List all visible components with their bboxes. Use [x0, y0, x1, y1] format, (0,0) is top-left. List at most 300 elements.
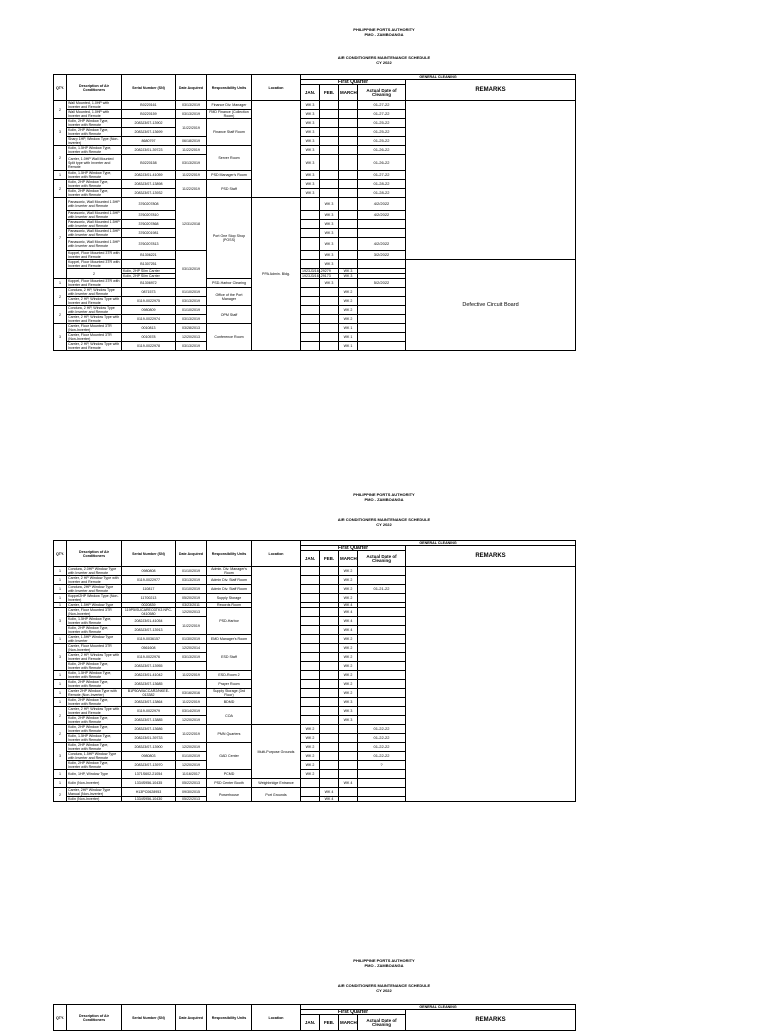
table-row: [54, 101, 576, 110]
cell-qty: 1: [54, 603, 67, 608]
cell-jan: [301, 297, 320, 306]
col-march: MARCH: [339, 1015, 358, 1031]
cell-feb: WK 3: [339, 269, 358, 274]
cell-actual-date: [358, 680, 406, 689]
cell-qty: 3: [54, 608, 67, 635]
pmo-name: PMO - ZAMBOANGA: [364, 32, 404, 37]
cell-date-acquired: 03/23/2011: [176, 603, 207, 608]
cell-jan: [301, 617, 320, 626]
cell-actual-date: 4/2/2022: [358, 198, 406, 211]
cell-jan: [301, 662, 320, 671]
schedule-title: AIR CONDITIONERS MAINTENANCE SCHEDULE: [337, 517, 431, 522]
cell-march: [339, 211, 358, 220]
cell-date-acquired: 12/20/2014: [176, 644, 207, 653]
cell-jan: WK 3: [301, 110, 320, 119]
cell-qty: 1: [54, 635, 67, 644]
cell-description: Carrier, Floor Mounted 3TR (Non-Inverter): [67, 324, 122, 333]
col-first-quarter: First Quarter: [301, 546, 406, 551]
cell-march: WK 2: [339, 680, 358, 689]
cell-march: [339, 229, 358, 238]
cell-actual-date: 5/2/2022: [358, 279, 406, 288]
cell-description: Kolin, 2HP Window Type, Inverter with Remote: [67, 119, 122, 128]
cell-feb: [320, 567, 339, 576]
cell-date-acquired: 06/18/2019: [176, 137, 207, 146]
col-date-acquired: Date Acquired: [176, 1005, 207, 1031]
cell-march: [339, 238, 358, 251]
cell-march: WK 2: [339, 306, 358, 315]
cell-jan: [301, 626, 320, 635]
cell-jan: [301, 324, 320, 333]
cell-actual-date: [358, 315, 406, 324]
cell-date-acquired: 12/20/2013: [176, 333, 207, 342]
cell-description: Carrier, 2 HP Window Type with Inverter and Remote: [67, 576, 122, 585]
cell-march: [339, 251, 358, 260]
cell-feb: [320, 146, 339, 155]
cell-description: Carrier, Floor Mounted 3TR (Non-Inverter): [67, 608, 122, 617]
cell-date-acquired: 03/13/2019: [176, 297, 207, 306]
col-march: MARCH: [339, 551, 358, 567]
org-name: PHILIPPINE PORTS AUTHORITY: [353, 958, 415, 963]
cell-actual-date: [358, 698, 406, 707]
cell-march: [339, 725, 358, 734]
cell-responsibility-unit: Conference Room: [207, 324, 252, 351]
cell-feb: WK 3: [320, 260, 339, 269]
cell-responsibility-unit: PMN Quarters: [207, 725, 252, 743]
cell-qty: 1: [54, 779, 67, 788]
cell-qty: 7: [54, 198, 67, 279]
cell-actual-date: [358, 635, 406, 644]
cell-march: [339, 788, 358, 797]
cell-date-acquired: [176, 662, 207, 671]
cell-date-acquired: 05/22/2013: [176, 797, 207, 802]
table-row: [54, 567, 576, 576]
cell-responsibility-unit: Finance Staff Room: [207, 119, 252, 146]
cell-serial-number: 2082J3/01-41042: [122, 671, 176, 680]
col-location: Location: [252, 541, 301, 567]
cell-actual-date: [358, 707, 406, 716]
col-responsibility-unit: Responsibility Units: [207, 1005, 252, 1031]
cell-actual-date: ?: [358, 761, 406, 770]
cell-description: Wall Mounted, 1.0HP with Inverter and Remote: [67, 110, 122, 119]
cell-description: Kolin, 2HP Window Type, Inverter with Remote: [67, 725, 122, 734]
cell-serial-number: 110817: [122, 585, 176, 594]
cell-location: Weighbridge Entrance: [252, 779, 301, 788]
cell-feb: [320, 671, 339, 680]
cell-serial-number: B0220158: [122, 155, 176, 171]
cell-march: [339, 101, 358, 110]
cell-description: Carrier, 2 HP, Window Type with Inverter and Remote: [67, 315, 122, 324]
cell-actual-date: 01-26-22: [358, 146, 406, 155]
cell-qty: 3: [54, 743, 67, 770]
cell-feb: [320, 155, 339, 171]
cell-jan: [301, 211, 320, 220]
cell-actual-date: 01-28-22: [358, 189, 406, 198]
cell-location: Port Grounds: [252, 788, 301, 802]
cell-description: Panasonic, Wall Mounted 1.5HP with Inverter and Remote: [68, 220, 120, 228]
cell-jan: [301, 689, 320, 698]
cell-date-acquired: 11/22/2019: [176, 617, 207, 635]
cell-responsibility-unit: Supply Storage (3rd Floor): [207, 689, 252, 698]
cell-responsibility-unit: EMD Manager's Room: [207, 635, 252, 644]
cell-feb: [320, 716, 339, 725]
cell-jan: [301, 644, 320, 653]
cell-jan: [301, 567, 320, 576]
cell-march: [339, 110, 358, 119]
cell-description: Kolin, 2HP Window Type, Inverter with Remote: [67, 743, 122, 752]
cell-date-acquired: 11/22/2019: [176, 146, 207, 155]
cell-serial-number: 0010813: [122, 324, 176, 333]
cell-responsibility-unit: Port One Stop Shop (POSS): [207, 198, 252, 279]
cell-qty: 1: [54, 770, 67, 779]
cell-remarks: [406, 567, 576, 802]
cell-actual-date: [358, 644, 406, 653]
cell-qty: 3: [54, 324, 67, 351]
cell-jan: [301, 594, 320, 603]
cell-description: Carrier, Floor Mounted 3TR (Non-Inverter): [67, 333, 122, 342]
cell-date-acquired: 11/22/2019: [176, 119, 207, 137]
cell-date-acquired: 11/16/2017: [176, 770, 207, 779]
cell-feb: [320, 576, 339, 585]
cell-jan: [301, 788, 320, 797]
cell-description: Kolin, 2HP Window Type, Inverter with Remote: [67, 626, 122, 635]
cell-jan: WK 3: [301, 128, 320, 137]
cell-march: [339, 752, 358, 761]
schedule-year: CY 2022: [376, 522, 392, 527]
cell-description: Kolin, 2HP Window Type, Inverter with Remote: [67, 189, 122, 198]
schedule-title: AIR CONDITIONERS MAINTENANCE SCHEDULE: [337, 55, 431, 60]
col-feb: FEB.: [320, 551, 339, 567]
col-remarks: REMARKS: [406, 546, 576, 567]
cell-remarks: [406, 101, 576, 260]
maintenance-table: [53, 540, 576, 802]
cell-description: Sharp 1HP, Window Type (Non-inverter): [67, 137, 122, 146]
cell-description: Condura, 2 HP, Window Type with Inverter and Remote: [67, 288, 122, 297]
col-qty: QTY.: [54, 541, 67, 567]
col-date-acquired: Date Acquired: [176, 541, 207, 567]
cell-feb: [320, 761, 339, 770]
cell-march: [339, 171, 358, 180]
cell-actual-date: [358, 671, 406, 680]
cell-march: [339, 734, 358, 743]
cell-feb: [320, 128, 339, 137]
cell-description: Wall Mounted, 1.0HP with Inverter and Remote: [67, 101, 122, 110]
cell-march: WK 2: [339, 653, 358, 662]
cell-serial-number: B1307251: [122, 260, 176, 269]
cell-qty: 2: [54, 707, 67, 725]
cell-serial-number: B0220161: [122, 101, 176, 110]
cell-responsibility-unit: Server Room: [207, 146, 252, 171]
cell-march: WK 2: [339, 567, 358, 576]
cell-actual-date: 4/2/2022: [358, 211, 406, 220]
cell-feb: [320, 680, 339, 689]
cell-actual-date: 01-25-22: [358, 137, 406, 146]
cell-description: Kolin, 1.5HP Window Type, Inverter with Remote: [67, 617, 122, 626]
cell-date-acquired: 01/10/2019: [176, 306, 207, 315]
cell-actual-date: 01-26-22: [358, 155, 406, 171]
cell-jan: WK 3: [301, 189, 320, 198]
cell-description: Carrier, 1.0HP Wall Mounted Split type with Inverter and Remote: [67, 155, 122, 171]
cell-actual-date: [358, 324, 406, 333]
cell-march: [339, 146, 358, 155]
cell-date-acquired: 11/22/2019: [176, 180, 207, 198]
cell-march: WK 4: [339, 626, 358, 635]
cell-actual-date: 01-22-22: [358, 743, 406, 752]
cell-feb: WK 3: [320, 220, 339, 229]
cell-feb: WK 3: [320, 238, 339, 251]
cell-march: [339, 155, 358, 171]
col-date-acquired: Date Acquired: [176, 75, 207, 101]
cell-actual-date: [358, 788, 406, 797]
cell-actual-date: [358, 779, 406, 788]
col-feb: FEB.: [320, 1015, 339, 1031]
col-general-cleaning: GENERAL CLEANING: [301, 1005, 576, 1010]
cell-feb: [320, 585, 339, 594]
cell-march: [339, 279, 358, 288]
cell-jan: [301, 716, 320, 725]
cell-actual-date: 01-22-22: [358, 725, 406, 734]
cell-feb: [320, 725, 339, 734]
cell-description: Kolin, 1.5HP Window Type, Inverter with Remote: [67, 171, 122, 180]
cell-qty: 2: [67, 269, 122, 279]
cell-description: Kolin, 1HP, Window Type: [67, 770, 122, 779]
cell-serial-number: 2083J3/07-13699: [122, 128, 176, 137]
cell-description: Kolin, 2HP Slim Carrier: [122, 274, 176, 279]
cell-serial-number: 0119-0022979: [122, 707, 176, 716]
cell-date-acquired: 12/20/2019: [176, 743, 207, 752]
cell-qty: 2: [54, 180, 67, 198]
cell-actual-date: [358, 567, 406, 576]
cell-jan: [301, 306, 320, 315]
cell-date-acquired: 03/13/2019: [176, 251, 207, 288]
cell-description: Panasonic, Wall Mounted 1.5HP with Inverter and Remote: [67, 198, 122, 211]
cell-description: Koppel2HP Window Type (Non-Inverter): [67, 594, 122, 603]
cell-description: Kolin, 2HP Slim Carrier: [122, 269, 176, 274]
cell-jan: [301, 279, 320, 288]
cell-responsibility-unit: PSD-Harbor: [207, 608, 252, 635]
cell-description: Kolin, 2HP Window Type, Inverter with Remote: [67, 698, 122, 707]
cell-responsibility-unit: COA: [207, 707, 252, 725]
cell-serial-number: B1306221: [122, 251, 176, 260]
cell-jan: [301, 315, 320, 324]
cell-serial-number: 3760207813: [122, 238, 176, 251]
cell-feb: WK 3: [320, 279, 339, 288]
table-row: [54, 260, 576, 269]
cell-qty: 2: [54, 288, 67, 306]
cell-date-acquired: 11/22/2019: [176, 698, 207, 707]
cell-serial-number: 2083J3/07-13685: [122, 680, 176, 689]
cell-actual-date: 3/2/2022: [358, 251, 406, 260]
cell-description: Kolin, 1.5HP Window Type, Inverter with Remote: [67, 671, 122, 680]
cell-actual-date: 01-25-22: [358, 128, 406, 137]
cell-location: [252, 567, 301, 725]
cell-serial-number: 3760207810: [122, 211, 176, 220]
cell-march: [339, 260, 358, 269]
cell-march: WK 2: [339, 671, 358, 680]
cell-march: WK 4: [339, 779, 358, 788]
cell-date-acquired: 03/13/2019: [176, 110, 207, 119]
cell-date-acquired: 03/13/2019: [176, 101, 207, 110]
cell-date-acquired: 03/16/2016: [176, 689, 207, 698]
cell-date-acquired: 03/13/2019: [176, 315, 207, 324]
cell-actual-date: 01-22-22: [358, 752, 406, 761]
cell-description: Kolin (Non-Inverter): [67, 779, 122, 788]
col-feb: FEB.: [320, 85, 339, 101]
cell-jan: [301, 260, 320, 269]
cell-jan: [301, 585, 320, 594]
cell-actual-date: [358, 260, 406, 269]
cell-description: Koppel, Floor Mounted 3TR with Inverter and Remote: [68, 260, 120, 268]
col-responsibility-unit: Responsibility Units: [207, 75, 252, 101]
cell-location: Multi-Purpose Grounds: [252, 725, 301, 779]
cell-qty: 2: [54, 146, 67, 171]
cell-feb: [320, 189, 339, 198]
cell-jan: WK 3: [301, 119, 320, 128]
cell-feb: [320, 770, 339, 779]
cell-responsibility-unit: Finance Div. Manager: [207, 101, 252, 110]
cell-jan: [301, 576, 320, 585]
cell-march: [339, 189, 358, 198]
cell-serial-number: 2083J3/07-13970: [122, 761, 176, 770]
cell-serial-number: 2082J3/01-39723: [122, 146, 176, 155]
cell-serial-number: 2082J3/01-41054: [122, 617, 176, 626]
cell-date-acquired: 03/13/2019: [176, 653, 207, 662]
cell-actual-date: 01-27-22: [358, 171, 406, 180]
cell-responsibility-unit: Admin Div. Staff Room: [207, 576, 252, 585]
cell-description: Kolin, 2HP Window Type, Inverter with Remote: [67, 716, 122, 725]
cell-description: Condura, 2.0HP Window Type with Inverter and Remote: [67, 567, 122, 576]
cell-march: WK 4: [339, 608, 358, 617]
cell-feb: [320, 608, 339, 617]
col-actual-date: Actual Date of Cleaning: [358, 551, 406, 567]
cell-jan: WK 2: [301, 743, 320, 752]
cell-feb: [320, 689, 339, 698]
cell-feb: [320, 617, 339, 626]
cell-feb: WK 4: [320, 788, 339, 797]
schedule-year: CY 2022: [376, 988, 392, 993]
col-remarks: REMARKS: [406, 80, 576, 101]
col-jan: JAN.: [301, 85, 320, 101]
cell-feb: [320, 752, 339, 761]
cell-serial-number: H13PC0628953: [122, 788, 176, 797]
cell-serial-number: 0010578: [122, 333, 176, 342]
cell-serial-number: 0119-0022974: [122, 315, 176, 324]
cell-description: Panasonic, Wall Mounted 1.5HP with Inverter and Remote: [68, 229, 120, 237]
cell-march: WK 4: [339, 603, 358, 608]
cell-qty: 3: [54, 119, 67, 146]
cell-serial-number: B1306972: [122, 279, 176, 288]
cell-qty: 1: [54, 279, 67, 288]
cell-serial-number: 1334S956-10435: [122, 779, 176, 788]
col-first-quarter: First Quarter: [301, 80, 406, 85]
cell-description: Kolin, 2HP Window Type, Inverter with Remote: [67, 180, 122, 189]
cell-date-acquired: 12/20/2019: [176, 761, 207, 770]
cell-serial-number: 1923J3/16129279: [302, 269, 331, 273]
cell-description: Kolin, 2HP Window Type, Inverter with Remote: [67, 662, 122, 671]
cell-serial-number: 2082J3/01-41059: [122, 171, 176, 180]
cell-feb: [320, 333, 339, 342]
cell-march: WK 2: [339, 594, 358, 603]
cell-feb: [320, 698, 339, 707]
cell-actual-date: [358, 716, 406, 725]
cell-feb: [320, 110, 339, 119]
cell-serial-number: 3760207808: [122, 198, 176, 211]
col-description: Description of Air Conditioners: [67, 75, 122, 101]
col-responsibility-unit: Responsibility Units: [207, 541, 252, 567]
col-description: Description of Air Conditioners: [67, 541, 122, 567]
cell-march: [339, 128, 358, 137]
cell-feb: [320, 288, 339, 297]
cell-description: Panasonic, Wall Mounted 1.5HP with Inverter and Remote: [68, 211, 120, 219]
cell-description: Carrier, 1.5HP Window Type with Inverter: [67, 635, 122, 644]
cell-feb: [320, 180, 339, 189]
cell-qty: 2: [54, 306, 67, 324]
cell-description: Carrier, Floor Mounted 3TR (Non-Inverter): [67, 644, 122, 653]
cell-march: WK 2: [339, 288, 358, 297]
cell-qty: 1: [54, 576, 67, 585]
cell-description: Panasonic, Wall Mounted 1.5HP with Inverter and Remote: [67, 238, 122, 251]
cell-feb: [320, 594, 339, 603]
cell-march: WK 3: [339, 707, 358, 716]
cell-qty: 1: [54, 171, 67, 180]
cell-description: Kolin, 1.5HP Window Type, Inverter with Remote: [67, 734, 122, 743]
pmo-name: PMO - ZAMBOANGA: [364, 497, 404, 502]
cell-description: Carrier, 2 HP, Window Type with Inverter and Remote: [67, 342, 122, 351]
cell-march: [339, 180, 358, 189]
cell-responsibility-unit: OPM Staff: [207, 306, 252, 324]
cell-actual-date: [358, 797, 406, 802]
cell-date-acquired: 09/30/2015: [176, 788, 207, 797]
cell-serial-number: 0980808: [122, 567, 176, 576]
cell-date-acquired: 12/20/2019: [176, 716, 207, 725]
cell-responsibility-unit: GAD Center: [207, 743, 252, 770]
cell-actual-date: [358, 770, 406, 779]
cell-date-acquired: 03/14/2019: [176, 707, 207, 716]
cell-responsibility-unit: PCMD: [207, 770, 252, 779]
col-location: Location: [252, 1005, 301, 1031]
cell-date-acquired: 11/22/2019: [176, 725, 207, 743]
cell-serial-number: 2083J3/07-13913: [122, 626, 176, 635]
cell-jan: WK 3: [301, 137, 320, 146]
cell-serial-number: 0980809: [122, 306, 176, 315]
cell-feb: WK 3: [320, 251, 339, 260]
cell-responsibility-unit: Admin. Div. Manager's Room: [207, 567, 252, 576]
cell-responsibility-unit: Supply Storage: [207, 594, 252, 603]
cell-march: WK 1: [339, 333, 358, 342]
col-actual-date: Actual Date of Cleaning: [358, 1015, 406, 1031]
cell-march: [339, 220, 358, 229]
cell-actual-date: [358, 576, 406, 585]
cell-date-acquired: 05/22/2013: [176, 779, 207, 788]
schedule-title: AIR CONDITIONERS MAINTENANCE SCHEDULE: [337, 983, 431, 988]
cell-responsibility-unit: PSD Staff: [207, 180, 252, 198]
org-name: PHILIPPINE PORTS AUTHORITY: [353, 492, 415, 497]
cell-jan: [301, 797, 320, 802]
cell-march: [339, 770, 358, 779]
cell-serial-number: 0119-0036157: [122, 635, 176, 644]
cell-jan: [301, 251, 320, 260]
cell-feb: [320, 662, 339, 671]
col-qty: QTY.: [54, 1005, 67, 1031]
cell-actual-date: [358, 229, 406, 238]
cell-feb: [320, 137, 339, 146]
cell-serial-number: 3760201981: [122, 229, 176, 238]
cell-serial-number: 3760207868: [122, 220, 176, 229]
cell-qty: 1: [54, 567, 67, 576]
cell-qty: 1: [54, 594, 67, 603]
cell-description: Carrier 2HP Window Type with Remote (Non-Inverter): [67, 689, 122, 698]
cell-responsibility-unit: Powerhouse: [207, 788, 252, 802]
cell-march: WK 2: [339, 662, 358, 671]
